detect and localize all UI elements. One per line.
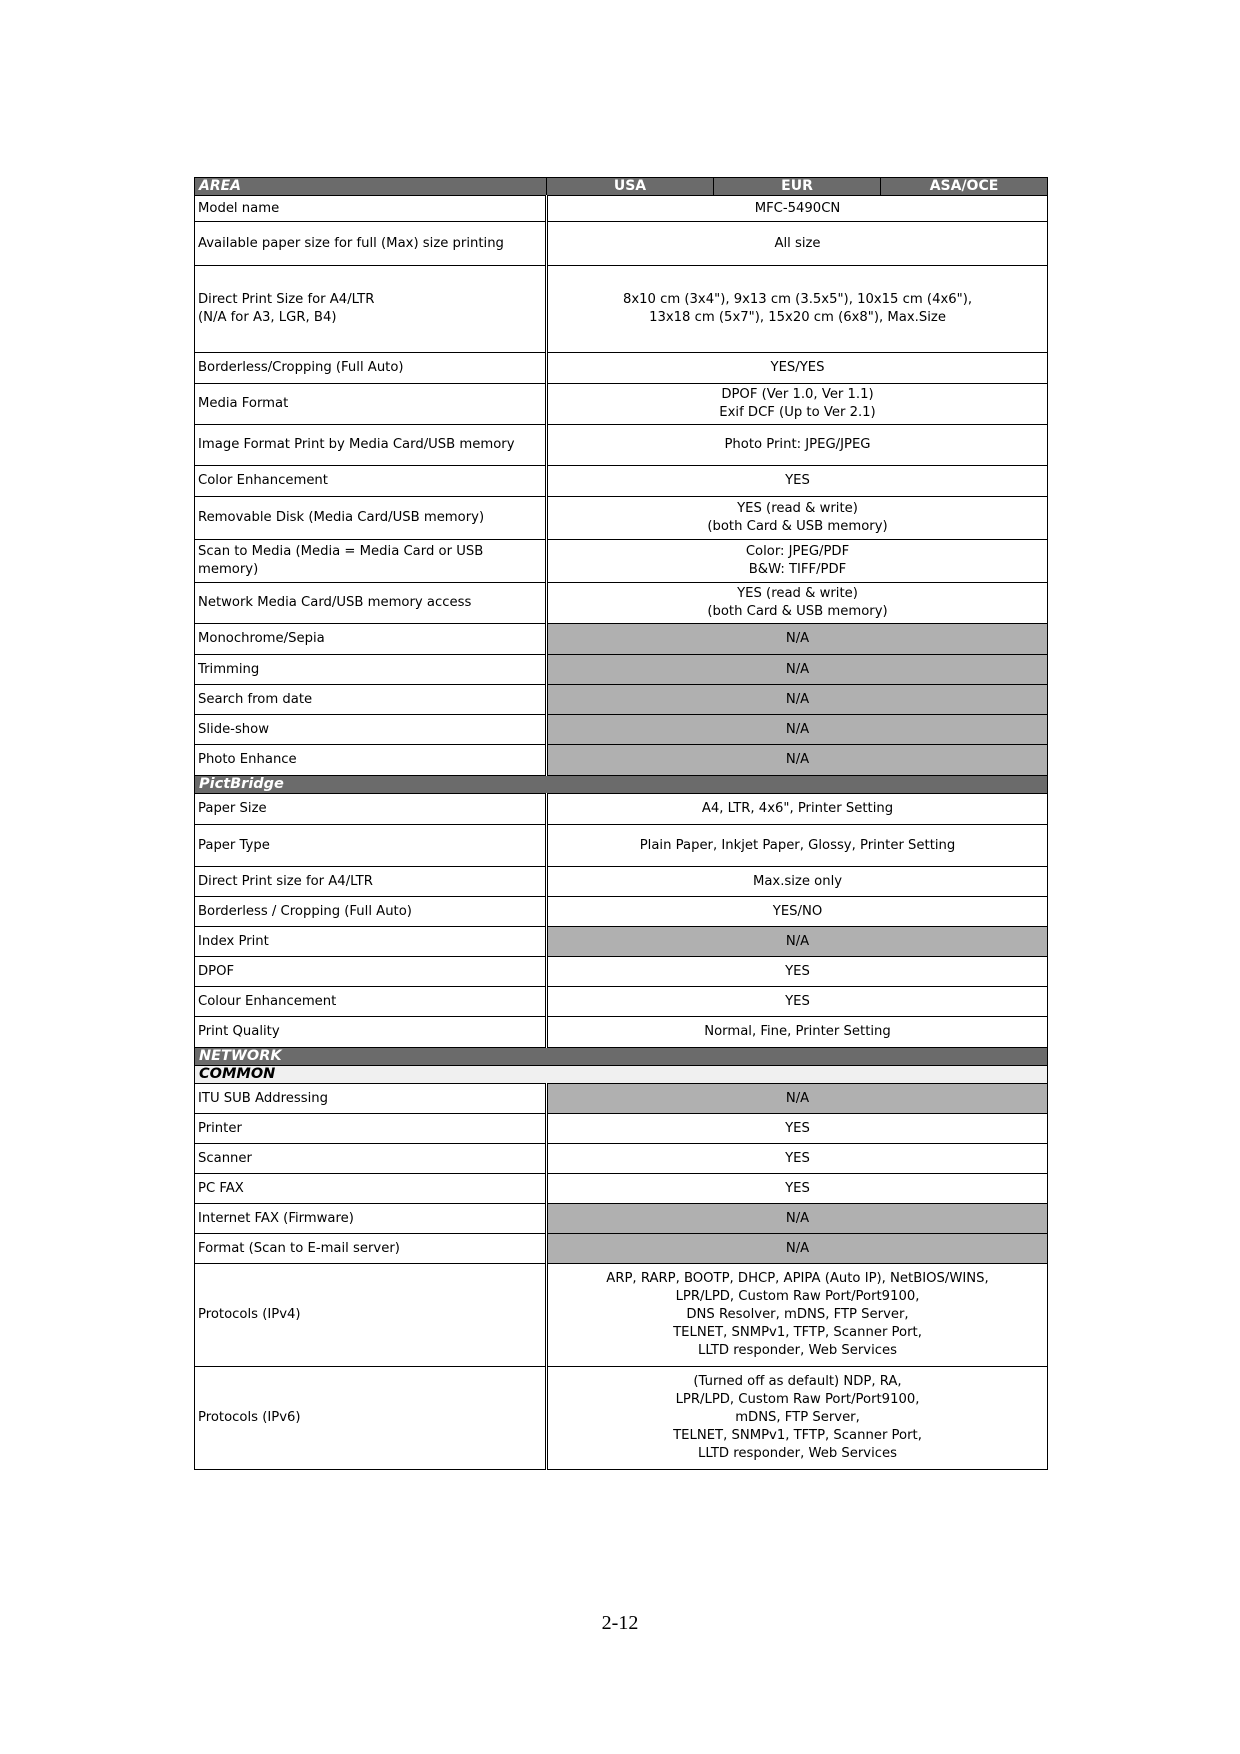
- spec-label: Protocols (IPv6): [195, 1367, 547, 1470]
- spec-row: [195, 825, 1048, 867]
- spec-label: Paper Type: [195, 825, 547, 867]
- spec-value: Normal, Fine, Printer Setting: [547, 1017, 1048, 1048]
- spec-row: [195, 583, 1048, 624]
- spec-row: [195, 1367, 1048, 1470]
- spec-label: Colour Enhancement: [195, 987, 547, 1017]
- spec-value: A4, LTR, 4x6", Printer Setting: [547, 794, 1048, 825]
- section-header-network: [195, 1048, 1048, 1066]
- spec-value: (Turned off as default) NDP, RA, LPR/LPD, Custom Raw Port/Port9100, mDNS, FTP Server, TELNET, SNMPv1, TFTP, Scanner Port, LLTD responder, Web Services: [547, 1367, 1048, 1470]
- spec-row: [195, 957, 1048, 987]
- spec-table: [194, 177, 1048, 1470]
- spec-value: YES/YES: [547, 353, 1048, 384]
- spec-value: Photo Print: JPEG/JPEG: [547, 425, 1048, 466]
- spec-row: [195, 745, 1048, 776]
- spec-value: YES: [547, 1174, 1048, 1204]
- spec-value: N/A: [547, 715, 1048, 745]
- spec-label: Photo Enhance: [195, 745, 547, 776]
- spec-label: Printer: [195, 1114, 547, 1144]
- region-header-usa: USA: [547, 178, 714, 196]
- spec-row: [195, 927, 1048, 957]
- spec-label: Direct Print Size for A4/LTR (N/A for A3, LGR, B4): [195, 266, 547, 353]
- spec-value: N/A: [547, 1084, 1048, 1114]
- region-header-eur: EUR: [714, 178, 881, 196]
- spec-value: N/A: [547, 1204, 1048, 1234]
- spec-value: YES: [547, 957, 1048, 987]
- spec-row: [195, 425, 1048, 466]
- spec-value: MFC-5490CN: [547, 196, 1048, 222]
- area-header: AREA: [195, 178, 547, 196]
- spec-row: [195, 497, 1048, 540]
- spec-value: N/A: [547, 655, 1048, 685]
- spec-value: Plain Paper, Inkjet Paper, Glossy, Printer Setting: [547, 825, 1048, 867]
- spec-row: [195, 1264, 1048, 1367]
- spec-label: Protocols (IPv4): [195, 1264, 547, 1367]
- spec-row: [195, 540, 1048, 583]
- spec-row: [195, 266, 1048, 353]
- spec-label: Format (Scan to E-mail server): [195, 1234, 547, 1264]
- spec-label: Internet FAX (Firmware): [195, 1204, 547, 1234]
- subsection-title: COMMON: [195, 1066, 1048, 1084]
- spec-value: All size: [547, 222, 1048, 266]
- subsection-header-common: [195, 1066, 1048, 1084]
- spec-row: [195, 1204, 1048, 1234]
- spec-value: ARP, RARP, BOOTP, DHCP, APIPA (Auto IP), NetBIOS/WINS, LPR/LPD, Custom Raw Port/Port9100, DNS Resolver, mDNS, FTP Server, TELNET, SNMPv1, TFTP, Scanner Port, LLTD responder, Web Services: [547, 1264, 1048, 1367]
- spec-label: Scanner: [195, 1144, 547, 1174]
- spec-label: Search from date: [195, 685, 547, 715]
- spec-value: N/A: [547, 927, 1048, 957]
- spec-label: DPOF: [195, 957, 547, 987]
- spec-label: Removable Disk (Media Card/USB memory): [195, 497, 547, 540]
- spec-row: [195, 1144, 1048, 1174]
- spec-value: 8x10 cm (3x4"), 9x13 cm (3.5x5"), 10x15 cm (4x6"), 13x18 cm (5x7"), 15x20 cm (6x8"), Max.Size: [547, 266, 1048, 353]
- spec-value: YES: [547, 987, 1048, 1017]
- spec-value: YES: [547, 1114, 1048, 1144]
- spec-row: [195, 1017, 1048, 1048]
- spec-row: [195, 353, 1048, 384]
- spec-label: Direct Print size for A4/LTR: [195, 867, 547, 897]
- spec-row: [195, 1114, 1048, 1144]
- spec-label: Monochrome/Sepia: [195, 624, 547, 655]
- spec-row: [195, 987, 1048, 1017]
- spec-row: [195, 794, 1048, 825]
- spec-value: N/A: [547, 745, 1048, 776]
- spec-label: Borderless / Cropping (Full Auto): [195, 897, 547, 927]
- spec-label: Network Media Card/USB memory access: [195, 583, 547, 624]
- spec-row: [195, 1174, 1048, 1204]
- spec-value: N/A: [547, 685, 1048, 715]
- spec-label: ITU SUB Addressing: [195, 1084, 547, 1114]
- spec-value: YES (read & write) (both Card & USB memory): [547, 497, 1048, 540]
- spec-value: Max.size only: [547, 867, 1048, 897]
- page-number: 2-12: [601, 1612, 639, 1634]
- spec-value: DPOF (Ver 1.0, Ver 1.1) Exif DCF (Up to Ver 2.1): [547, 384, 1048, 425]
- spec-value: YES/NO: [547, 897, 1048, 927]
- spec-value: N/A: [547, 624, 1048, 655]
- section-header-pictbridge: [195, 776, 1048, 794]
- spec-row: [195, 1234, 1048, 1264]
- spec-row: [195, 897, 1048, 927]
- spec-label: Index Print: [195, 927, 547, 957]
- spec-row: [195, 655, 1048, 685]
- spec-value: Color: JPEG/PDF B&W: TIFF/PDF: [547, 540, 1048, 583]
- spec-row: [195, 624, 1048, 655]
- table-header-row: [195, 178, 1048, 196]
- spec-label: Image Format Print by Media Card/USB memory: [195, 425, 547, 466]
- spec-label: Slide-show: [195, 715, 547, 745]
- spec-label: PC FAX: [195, 1174, 547, 1204]
- region-header-asa-oce: ASA/OCE: [881, 178, 1048, 196]
- spec-label: Color Enhancement: [195, 466, 547, 497]
- spec-label: Paper Size: [195, 794, 547, 825]
- spec-row: [195, 384, 1048, 425]
- spec-value: YES: [547, 466, 1048, 497]
- spec-label: Print Quality: [195, 1017, 547, 1048]
- spec-label: Scan to Media (Media = Media Card or USB memory): [195, 540, 547, 583]
- spec-row: [195, 867, 1048, 897]
- spec-row: [195, 196, 1048, 222]
- spec-label: Trimming: [195, 655, 547, 685]
- spec-row: [195, 466, 1048, 497]
- spec-label: Media Format: [195, 384, 547, 425]
- spec-label: Available paper size for full (Max) size printing: [195, 222, 547, 266]
- spec-value: N/A: [547, 1234, 1048, 1264]
- spec-label: Borderless/Cropping (Full Auto): [195, 353, 547, 384]
- spec-row: [195, 222, 1048, 266]
- spec-label: Model name: [195, 196, 547, 222]
- spec-value: YES (read & write) (both Card & USB memory): [547, 583, 1048, 624]
- spec-value: YES: [547, 1144, 1048, 1174]
- spec-row: [195, 1084, 1048, 1114]
- section-title: PictBridge: [195, 776, 1048, 794]
- section-title: NETWORK: [195, 1048, 1048, 1066]
- spec-row: [195, 685, 1048, 715]
- spec-row: [195, 715, 1048, 745]
